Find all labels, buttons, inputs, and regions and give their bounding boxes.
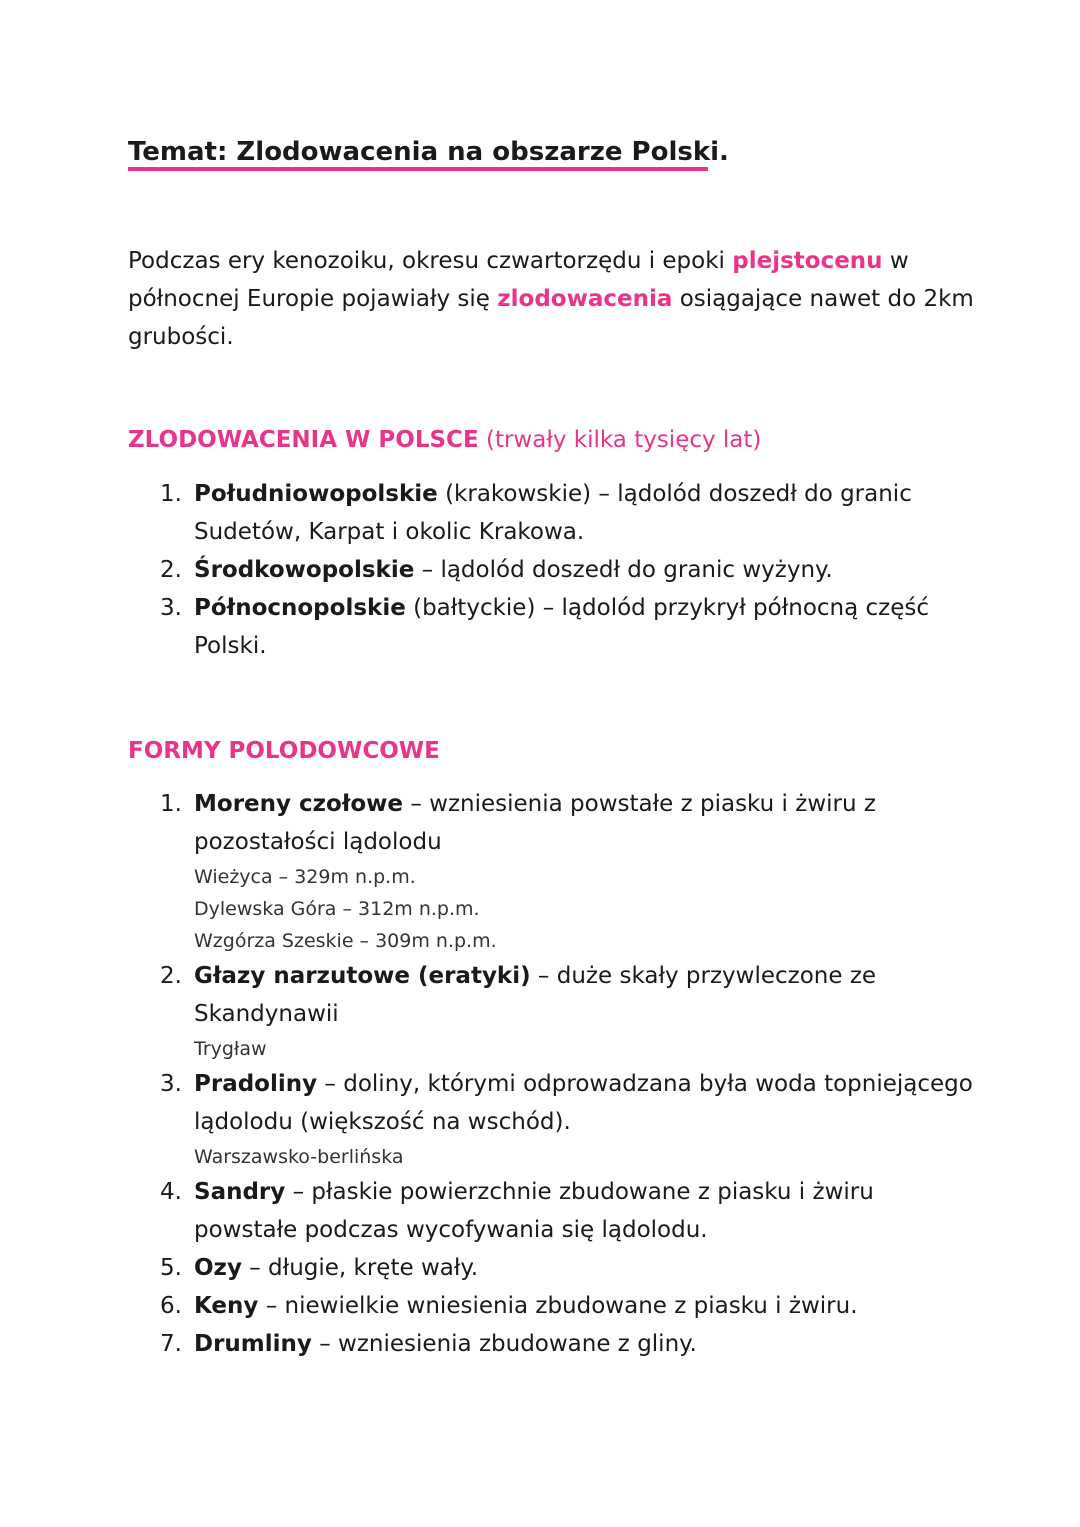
glaciations-list <box>160 475 980 665</box>
example-text: Trygław <box>194 1038 267 1060</box>
example-text: Dylewska Góra – 312m n.p.m. <box>194 898 480 920</box>
list-item <box>160 957 980 1065</box>
item-number: 3. <box>160 595 182 621</box>
example-text: Warszawsko-berlińska <box>194 1146 404 1168</box>
item-text: – wzniesienia powstałe z piasku i żwiru z pozostałości lądolodu <box>194 791 876 855</box>
item-text: – lądolód doszedł do granic wyżyny. <box>414 557 833 583</box>
item-term: Drumliny <box>194 1331 312 1357</box>
list-item <box>160 475 980 551</box>
glaciations-heading-caps: ZLODOWACENIA W POLSCE <box>128 427 479 453</box>
item-text: – duże skały przywleczone ze Skandynawii <box>194 963 877 1027</box>
list-item <box>160 1287 980 1325</box>
forms-list <box>160 785 980 1363</box>
list-item <box>160 551 980 589</box>
intro-text-3: osiągające nawet do 2km grubości. <box>128 286 974 350</box>
glaciations-heading <box>128 424 761 456</box>
forms-heading-caps: FORMY POLODOWCOWE <box>128 738 440 764</box>
item-term: Głazy narzutowe (eratyki) <box>194 963 531 989</box>
item-term: Keny <box>194 1293 259 1319</box>
item-text: – długie, kręte wały. <box>241 1255 479 1281</box>
item-term: Ozy <box>194 1255 242 1281</box>
item-term: Środkowopolskie <box>194 557 415 583</box>
item-text: – niewielkie wniesienia zbudowane z piasku i żwiru. <box>258 1293 858 1319</box>
title-underline <box>128 167 708 171</box>
item-number: 5. <box>160 1255 182 1281</box>
item-term: Sandry <box>194 1179 286 1205</box>
list-item <box>160 589 980 665</box>
item-term: Moreny czołowe <box>194 791 404 817</box>
intro-text-1: Podczas ery kenozoiku, okresu czwartorzędu i epoki <box>128 248 733 274</box>
item-number: 2. <box>160 557 182 583</box>
list-item <box>160 1249 980 1287</box>
list-item <box>160 1325 980 1363</box>
intro-highlight-glaciations: zlodowacenia <box>497 286 673 312</box>
item-term: Północnopolskie <box>194 595 406 621</box>
item-term: Południowopolskie <box>194 481 438 507</box>
item-text: – doliny, którymi odprowadzana była woda topniejącego lądolodu (większość na wschód). <box>194 1071 973 1135</box>
intro-highlight-pleistocene: plejstocenu <box>732 248 883 274</box>
item-text: – wzniesienia zbudowane z gliny. <box>311 1331 697 1357</box>
item-number: 4. <box>160 1179 182 1205</box>
example-text: Wieżyca – 329m n.p.m. <box>194 866 416 888</box>
item-number: 1. <box>160 481 182 507</box>
list-item <box>160 1065 980 1173</box>
item-number: 3. <box>160 1071 182 1097</box>
item-text: (bałtyckie) – lądolód przykrył północną część Polski. <box>194 595 930 659</box>
item-number: 7. <box>160 1331 182 1357</box>
forms-heading <box>128 735 440 767</box>
example-text: Wzgórza Szeskie – 309m n.p.m. <box>194 930 497 952</box>
item-number: 6. <box>160 1293 182 1319</box>
list-item <box>160 1173 980 1249</box>
list-item <box>160 785 980 957</box>
item-number: 1. <box>160 791 182 817</box>
item-number: 2. <box>160 963 182 989</box>
item-term: Pradoliny <box>194 1071 318 1097</box>
item-text: (krakowskie) – lądolód doszedł do granic Sudetów, Karpat i okolic Krakowa. <box>194 481 912 545</box>
glaciations-heading-note: (trwały kilka tysięcy lat) <box>478 427 762 453</box>
intro-paragraph <box>128 242 988 356</box>
page-title: Temat: Zlodowacenia na obszarze Polski. <box>128 137 729 167</box>
intro-text-2: w północnej Europie pojawiały się <box>128 248 909 312</box>
item-text: – płaskie powierzchnie zbudowane z piasku i żwiru powstałe podczas wycofywania się lądolodu. <box>194 1179 874 1243</box>
